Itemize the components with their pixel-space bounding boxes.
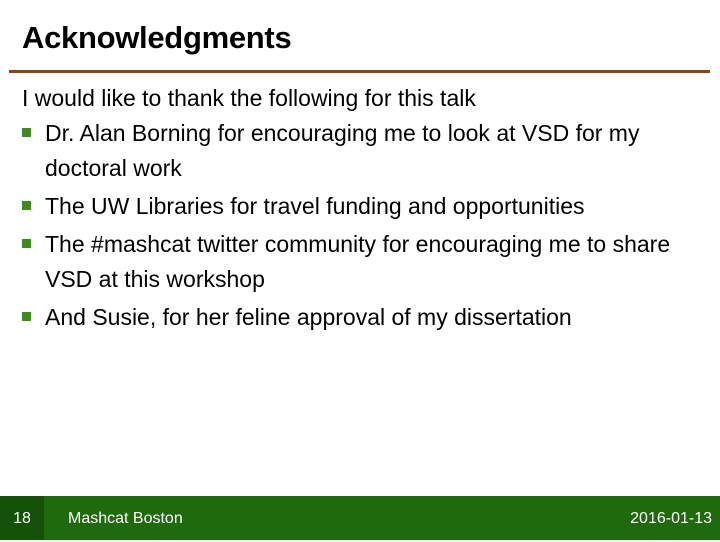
intro-text: I would like to thank the following for this talk	[22, 85, 476, 111]
acknowledgment-text: And Susie, for her feline approval of my dissertation	[45, 304, 572, 330]
page-number: 18	[0, 496, 44, 540]
square-bullet-icon	[22, 239, 31, 248]
title-divider	[9, 70, 710, 73]
acknowledgment-item	[22, 189, 712, 224]
square-bullet-icon	[22, 201, 31, 210]
slide-footer	[0, 496, 720, 540]
acknowledgment-text: The #mashcat twitter community for encouraging me to share VSD at this workshop	[45, 231, 671, 292]
square-bullet-icon	[22, 312, 31, 321]
footer-date: 2016-01-13	[630, 510, 712, 527]
acknowledgment-text: Dr. Alan Borning for encouraging me to look at VSD for my doctoral work	[45, 120, 640, 181]
acknowledgment-item	[22, 227, 712, 297]
acknowledgment-item	[22, 116, 712, 186]
acknowledgment-text: The UW Libraries for travel funding and opportunities	[45, 193, 585, 219]
square-bullet-icon	[22, 128, 31, 137]
slide-title: Acknowledgments	[22, 20, 292, 55]
acknowledgment-item	[22, 300, 712, 335]
footer-event-name: Mashcat Boston	[68, 510, 183, 527]
acknowledgment-list	[22, 116, 712, 338]
